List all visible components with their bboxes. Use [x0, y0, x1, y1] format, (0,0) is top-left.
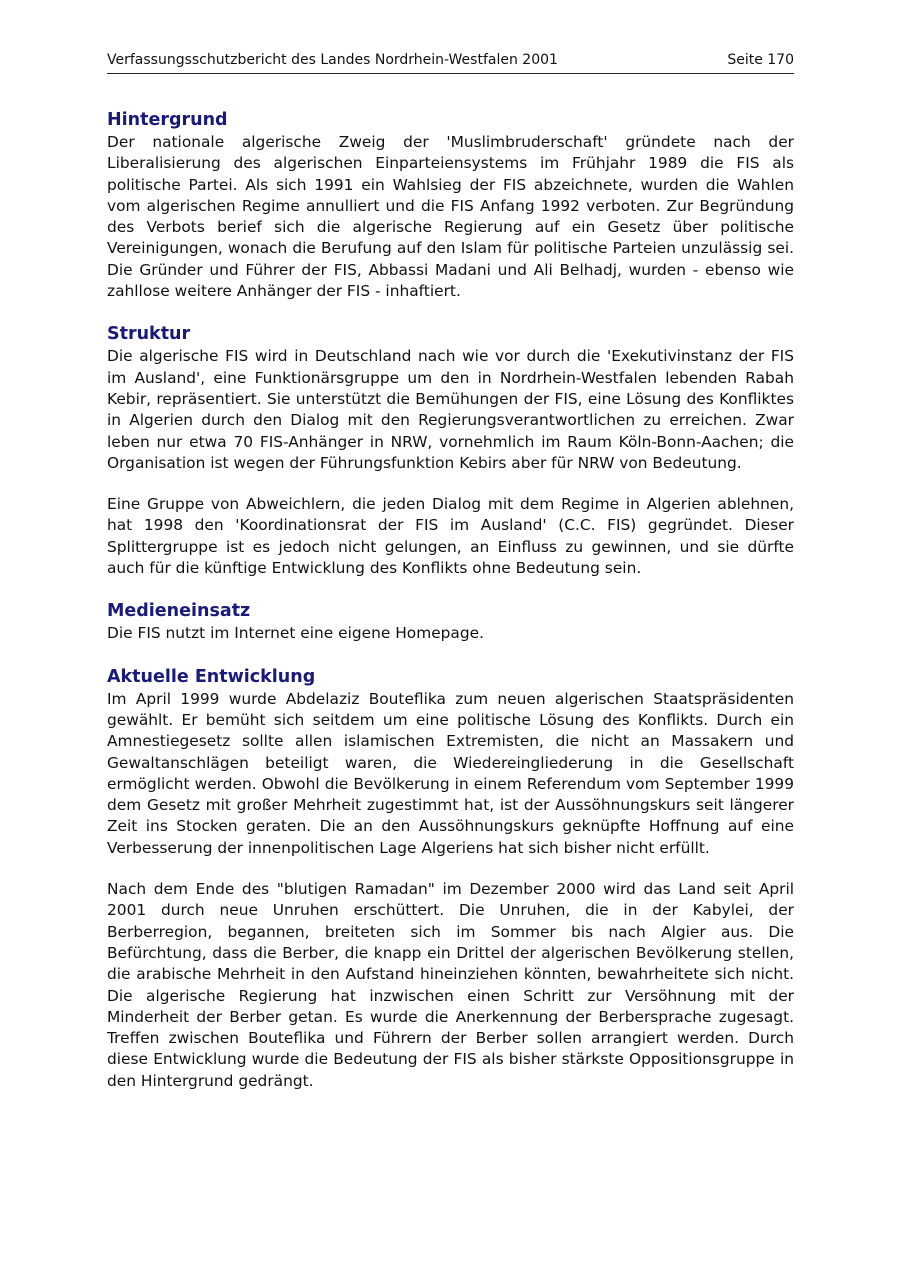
header-title: Verfassungsschutzbericht des Landes Nordrhein-Westfalen 2001	[107, 52, 558, 68]
page-number: Seite 170	[727, 52, 794, 68]
section-heading: Medieneinsatz	[107, 601, 251, 622]
paragraph: Der nationale algerische Zweig der 'Muslimbruderschaft' gründete nach der Liberalisierung des algerischen Einparteiensystems im Frühjahr 1989 die FIS als politische Partei. Als sich 1991 ein Wahlsieg der FIS abzeichnete, wurden die Wahlen vom algerischen Regime annulliert und die FIS Anfang 1992 verboten. Zur Begründung des Verbots berief sich die algerische Regierung auf ein Gesetz über politische Vereinigungen, wonach die Berufung auf den Islam für politische Parteien unzulässig sei. Die Gründer und Führer der FIS, Abbassi Madani und Ali Belhadj, wurden - ebenso wie zahllose weitere Anhänger der FIS - inhaftiert.	[107, 133, 794, 301]
section-heading: Aktuelle Entwicklung	[107, 666, 316, 687]
paragraph: Im April 1999 wurde Abdelaziz Bouteflika zum neuen algerischen Staatspräsidenten gewählt. Er bemüht sich seitdem um eine politische Lösung des Konflikts. Durch ein Amnestiegesetz sollte allen islamischen Extremisten, die nicht an Massakern und Gewaltanschlägen beteiligt waren, die Wiedereingliederung in die Gesellschaft ermöglicht werden. Obwohl die Bevölkerung in einem Referendum vom September 1999 dem Gesetz mit großer Mehrheit zugestimmt hat, ist der Aussöhnungskurs seit längerer Zeit ins Stocken geraten. Die an den Aussöhnungskurs geknüpfte Hoffnung auf eine Verbesserung der innenpolitischen Lage Algeriens hat sich bisher nicht erfüllt.	[107, 689, 794, 857]
section-heading: Hintergrund	[107, 110, 228, 130]
page-header	[107, 50, 794, 74]
section-aktuelle-entwicklung	[107, 665, 794, 1092]
document-body	[107, 108, 794, 1092]
section-heading: Struktur	[107, 324, 191, 345]
section-hintergrund	[107, 108, 794, 302]
document-page	[107, 50, 794, 1092]
paragraph: Die algerische FIS wird in Deutschland nach wie vor durch die 'Exekutivinstanz der FIS im Ausland', eine Funktionärsgruppe um den in Nordrhein-Westfalen lebenden Rabah Kebir, repräsentiert. Sie unterstützt die Bemühungen der FIS, eine Lösung des Konfliktes in Algerien durch den Dialog mit den Regierungsverantwortlichen zu erreichen. Zwar leben nur etwa 70 FIS-Anhänger in NRW, vornehmlich im Raum Köln-Bonn-Aachen; die Organisation ist wegen der Führungsfunktion Kebirs aber für NRW von Bedeutung.	[107, 347, 794, 472]
section-medieneinsatz	[107, 599, 794, 644]
paragraph: Eine Gruppe von Abweichlern, die jeden Dialog mit dem Regime in Algerien ablehnen, hat 1998 den 'Koordinationsrat der FIS im Ausland' (C.C. FIS) gegründet. Dieser Splittergruppe ist es jedoch nicht gelungen, an Einfluss zu gewinnen, und sie dürfte auch für die künftige Entwicklung des Konflikts ohne Bedeutung sein.	[107, 495, 794, 578]
paragraph: Nach dem Ende des "blutigen Ramadan" im Dezember 2000 wird das Land seit April 2001 durch neue Unruhen erschüttert. Die Unruhen, die in der Kabylei, der Berberregion, begannen, breiteten sich im Sommer bis nach Algier aus. Die Befürchtung, dass die Berber, die knapp ein Drittel der algerischen Bevölkerung stellen, die arabische Mehrheit in den Aufstand hineinziehen könnten, bewahrheitete sich nicht. Die algerische Regierung hat inzwischen einen Schritt zur Versöhnung mit der Minderheit der Berber getan. Es wurde die Anerkennung der Berbersprache zugesagt. Treffen zwischen Bouteflika und Führern der Berber sollen arrangiert werden. Durch diese Entwicklung wurde die Bedeutung der FIS als bisher stärkste Oppositionsgruppe in den Hintergrund gedrängt.	[107, 880, 794, 1090]
section-struktur	[107, 322, 794, 579]
paragraph: Die FIS nutzt im Internet eine eigene Homepage.	[107, 624, 484, 643]
